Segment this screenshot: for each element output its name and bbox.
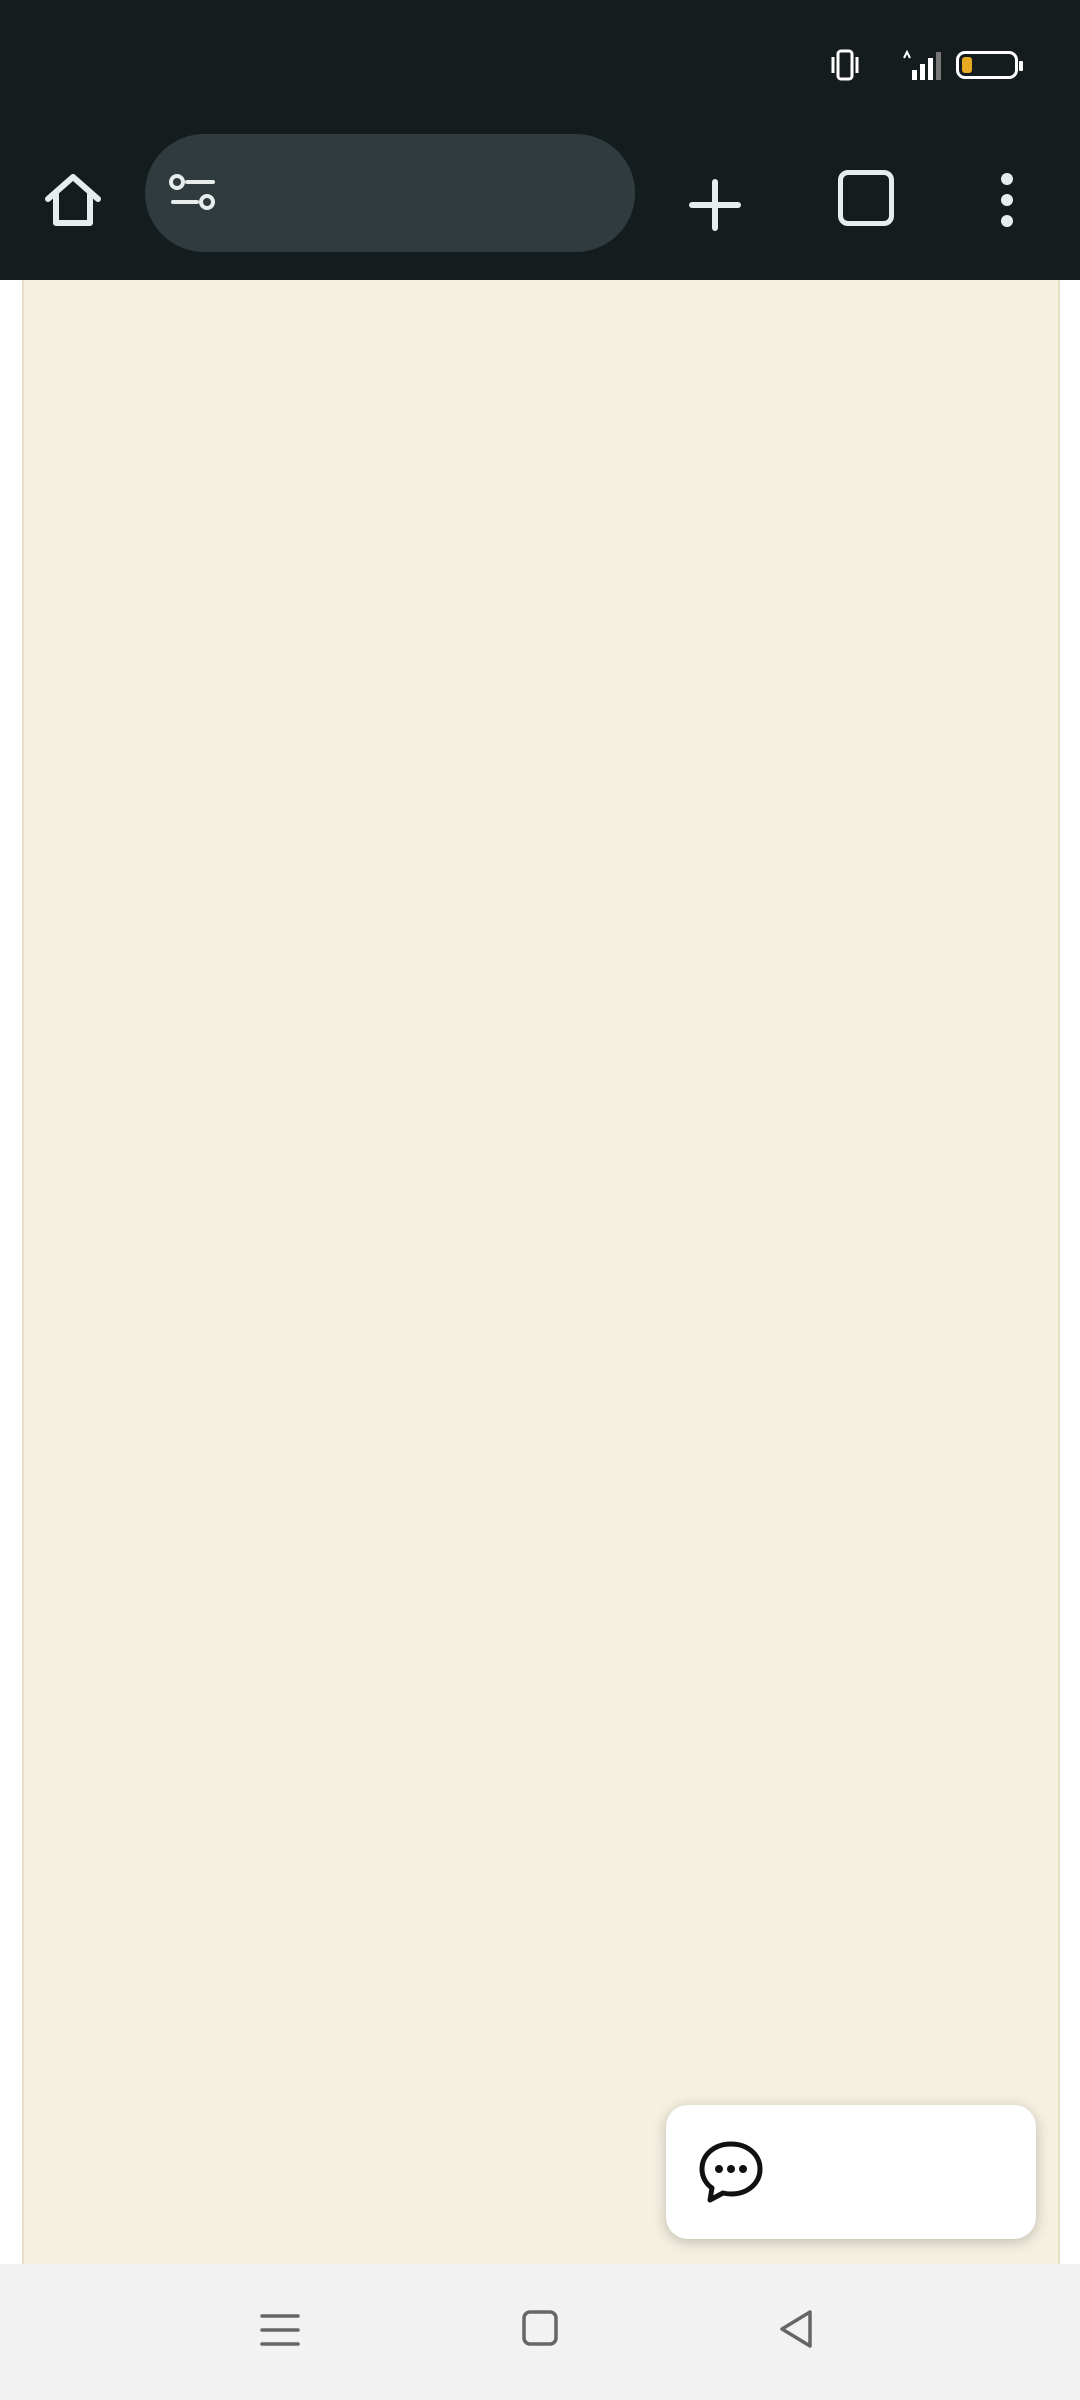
url-fade bbox=[575, 134, 635, 252]
battery-icon bbox=[956, 51, 1018, 79]
address-bar[interactable] bbox=[145, 134, 635, 252]
signal-4g bbox=[902, 48, 942, 82]
site-settings-icon[interactable] bbox=[169, 172, 217, 212]
home-icon[interactable] bbox=[38, 165, 108, 235]
review-text bbox=[68, 280, 1038, 395]
system-navigation-bar bbox=[0, 2264, 1080, 2400]
back-icon[interactable] bbox=[776, 2306, 816, 2352]
more-options-icon[interactable] bbox=[985, 165, 1029, 235]
text-line-partial bbox=[68, 280, 1038, 294]
send-leak-button[interactable] bbox=[666, 2105, 1036, 2239]
recent-apps-icon[interactable] bbox=[258, 2308, 302, 2352]
new-tab-icon[interactable] bbox=[680, 170, 750, 240]
status-bar bbox=[0, 0, 1080, 140]
status-icons bbox=[830, 48, 1018, 82]
battery-fill bbox=[962, 57, 972, 73]
signal-bars-icon bbox=[902, 48, 942, 82]
home-nav-icon[interactable] bbox=[520, 2308, 560, 2348]
chat-bubble-icon bbox=[696, 2138, 766, 2206]
page-content[interactable] bbox=[0, 280, 1080, 2264]
vibrate-icon bbox=[830, 48, 860, 82]
review-card bbox=[22, 280, 1060, 2264]
tab-switcher-button[interactable] bbox=[838, 170, 894, 226]
